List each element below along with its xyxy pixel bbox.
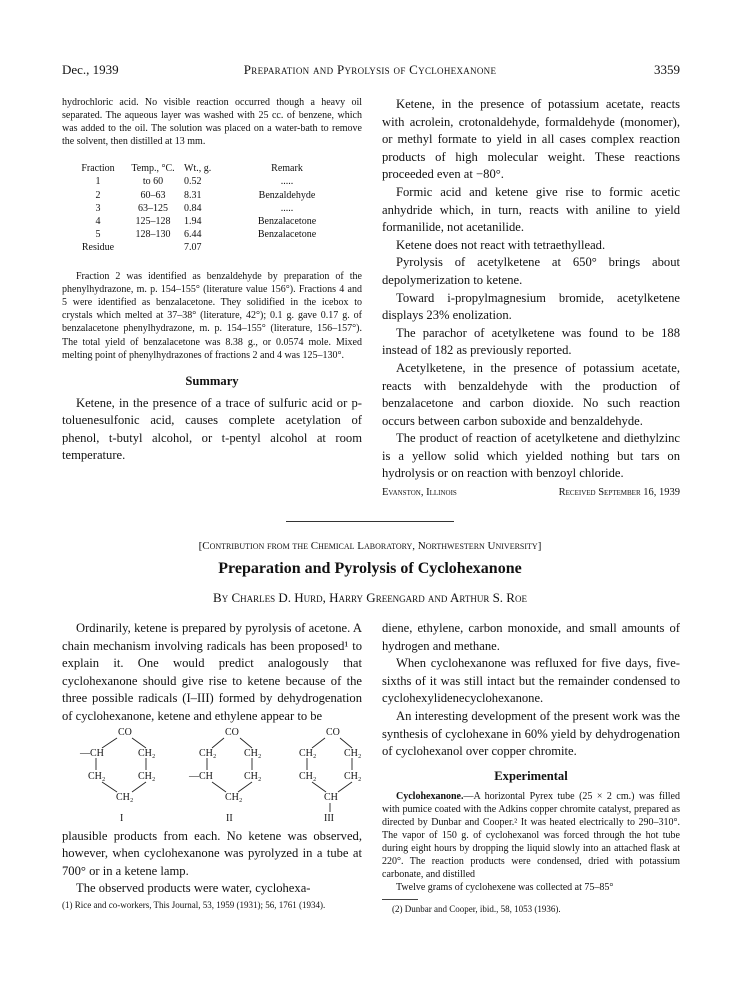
header-weight: Wt., g. <box>184 163 212 175</box>
structure-2-ch2: CH₂ <box>244 770 262 782</box>
structure-2-ch2: CH₂ <box>244 747 262 759</box>
cell-weight: 0.52 <box>184 176 202 188</box>
experimental-paragraph <box>382 790 680 882</box>
running-title: Preparation and Pyrolysis of Cyclohexanone <box>243 62 497 77</box>
structure-1-ch2: CH₂ <box>116 791 134 803</box>
cell-temp: 128–130 <box>135 228 171 240</box>
structure-1-co: CO <box>118 726 132 738</box>
page-number: 3359 <box>654 62 680 77</box>
experimental-heading: Experimental <box>494 768 568 783</box>
structure-2-ch2: CH₂ <box>225 791 243 803</box>
conclusion-paragraph: The parachor of acetylketene was found to be 188 instead of 182 as previously reported. <box>382 325 680 358</box>
structure-3-ch: CH <box>324 791 338 803</box>
table-row <box>74 189 346 202</box>
structure-3-ch2: CH₂ <box>344 747 362 759</box>
table-header-row <box>74 162 346 175</box>
observed-paragraph: The observed products were water, cyclohexa- <box>76 881 311 896</box>
products-continued-paragraph: diene, ethylene, carbon monoxide, and small amounts of hydrogen and methane. <box>382 621 680 653</box>
experimental-paragraph-2: Twelve grams of cyclohexene was collected at 75–85° <box>396 882 614 894</box>
right-top-column <box>382 96 680 503</box>
table-row <box>74 215 346 228</box>
cell-weight: 7.07 <box>184 241 202 253</box>
structure-2-co: CO <box>225 726 239 738</box>
conclusion-paragraph: Acetylketene, in the presence of potassium acetate, reacts with benzaldehyde with the production of benzalacetone and carbon dioxide. No such reaction occurs between carbon suboxide and benzaldehyde. <box>382 360 680 428</box>
summary-heading: Summary <box>185 373 239 388</box>
table-row <box>74 202 346 215</box>
cell-fraction: 5 <box>95 228 101 240</box>
cell-fraction: 2 <box>95 189 101 201</box>
products-paragraph: plausible products from each. No ketene was observed, however, when cyclohexanone was pyrolyzed in a tube at 700° or in a ketene lamp. <box>62 828 362 878</box>
footnote-rule <box>382 899 418 900</box>
conclusion-paragraph: Ketene does not react with tetraethyllead. <box>396 237 606 252</box>
cell-weight: 8.31 <box>184 189 202 201</box>
cell-remark: Benzalacetone <box>257 215 317 227</box>
cell-fraction: 1 <box>95 176 101 188</box>
header-date: Dec., 1939 <box>62 62 119 77</box>
cell-weight: 1.94 <box>184 215 202 227</box>
cell-temp: to 60 <box>142 176 164 188</box>
development-paragraph: An interesting development of the present work was the synthesis of cyclohexane in 60% yield by dehydrogenation of cyclohexanol over copper chromite. <box>382 708 680 759</box>
table-row <box>74 175 346 188</box>
intro-paragraph: hydrochloric acid. No visible reaction occurred though a heavy oil separated. The aqueous layer was washed with 25 cc. of benzene, which was added to the oil. The solution was placed on a water-bath to remove the solvent, then distilled at 13 mm. <box>62 97 362 148</box>
cell-fraction: Residue <box>81 241 115 253</box>
radical-structures <box>62 726 362 826</box>
cell-temp: 63–125 <box>138 202 168 214</box>
summary-paragraph: Ketene, in the presence of a trace of sulfuric acid or p-toluenesulfonic acid, causes complete acetylation of phenol, t-butyl alcohol, or t-pentyl alcohol at room temperature. <box>62 395 362 463</box>
cell-fraction: 4 <box>95 215 101 227</box>
cell-weight: 0.84 <box>184 202 202 214</box>
structure-1-ch: —CH <box>80 747 104 759</box>
cell-remark: Benzalacetone <box>257 228 317 240</box>
cell-fraction: 3 <box>95 202 101 214</box>
structure-label-3: III <box>324 812 334 824</box>
structure-1-ch2: CH₂ <box>138 770 156 782</box>
conclusion-paragraph: Formic acid and ketene give rise to formic acetic anhydride which, in turn, reacts with aniline to yield formanilide, not acetanilide. <box>382 184 680 235</box>
right-bottom-column <box>382 620 680 915</box>
cell-temp: 125–128 <box>135 215 171 227</box>
location: Evanston, Illinois <box>382 487 457 499</box>
separator-rule <box>286 521 454 522</box>
fraction-table <box>74 162 346 254</box>
cell-remark: Benzaldehyde <box>258 189 316 201</box>
structure-3-ch2: CH₂ <box>299 747 317 759</box>
footnote-2: (2) Dunbar and Cooper, ibid., 58, 1053 (1936). <box>392 903 561 914</box>
fraction-paragraph: Fraction 2 was identified as benzaldehyde by preparation of the phenylhydrazone, m. p. 154–155° (literature value 156°). Fractions 4 and 5 were identified as benzalacetone. They solidified in the icebox to crystals which melted at 37–38° (literature, 42°); 0.1 g. gave 0.17 g. of benzalacetone phenylhydrazone, m. p. 154–155° (literature, 156–157°). The total yield of benzalacetone was 8.38 g., or 0.0574 mole. Mixed melting point of phenylhydrazones of fractions 2 and 4 was 125–130°. <box>62 271 362 361</box>
structure-2-ch2: CH₂ <box>199 747 217 759</box>
left-bottom-column <box>62 620 362 911</box>
cell-weight: 6.44 <box>184 228 202 240</box>
received-date: Received September 16, 1939 <box>558 487 680 499</box>
conclusion-paragraph: Ketene, in the presence of potassium acetate, reacts with acrolein, crotonaldehyde, formaldehyde (monomer), or methyl formate to yield in all cases complex reaction products of high molecular weight. These reactions proceeded even at −80°. <box>382 97 680 182</box>
header-temp: Temp., °C. <box>131 163 175 175</box>
signature-line <box>382 485 680 503</box>
structure-3-ch2: CH₂ <box>299 770 317 782</box>
cell-remark: ..... <box>280 202 294 214</box>
left-top-column <box>62 96 362 465</box>
contribution-line <box>0 540 740 552</box>
contribution-text: [Contribution from the Chemical Laboratory, Northwestern University] <box>198 540 542 552</box>
reflux-paragraph: When cyclohexanone was refluxed for five days, five-sixths of it was still intact but the remainder condensed to cyclohexylidenecyclohexanone. <box>382 656 680 706</box>
structure-1-ch2: CH₂ <box>88 770 106 782</box>
structure-3-co: CO <box>326 726 340 738</box>
header-fraction: Fraction <box>81 163 115 175</box>
structure-label-2: II <box>226 812 233 824</box>
intro-paragraph-2: Ordinarily, ketene is prepared by pyrolysis of acetone. A chain mechanism involving radicals has been proposed¹ to explain it. One would predict analogously that cyclohexanone should give rise to ketene because of the three possible radicals (I–III) formed by dehydrogenation of cyclohexanone, ketene and ethylene appear to be <box>62 621 362 723</box>
article-authors: By Charles D. Hurd, Harry Greengard and Arthur S. Roe <box>213 590 527 605</box>
run-in-heading: Cyclohexanone. <box>396 790 464 802</box>
structure-1-ch2: CH₂ <box>138 747 156 759</box>
cell-temp <box>122 241 184 254</box>
table-row <box>74 228 346 241</box>
structure-3-ch2: CH₂ <box>344 770 362 782</box>
article-title: Preparation and Pyrolysis of Cyclohexanone <box>218 560 522 577</box>
cell-remark: ..... <box>280 176 294 188</box>
structure-label-1: I <box>120 812 124 824</box>
cell-temp: 60–63 <box>140 189 166 201</box>
cell-remark <box>228 241 346 254</box>
conclusion-paragraph: Toward i-propylmagnesium bromide, acetylketene displays 23% enolization. <box>382 290 680 323</box>
conclusion-paragraph: The product of reaction of acetylketene and diethylzinc is a yellow solid which yielded nothing but tars on hydrolysis or on reaction with benzoyl chloride. <box>382 431 680 481</box>
footnote-1: (1) Rice and co-workers, This Journal, 53, 1959 (1931); 56, 1761 (1934). <box>62 899 326 910</box>
header-remark: Remark <box>271 163 303 175</box>
table-row <box>74 241 346 254</box>
experimental-text: —A horizontal Pyrex tube (25 × 2 cm.) was filled with pumice coated with the Adkins copper chromite catalyst, prepared as directed by Dunbar and Cooper.² It was heated electrically to 290–310°. The vapor of 150 g. of cyclohexanol was forced through the hot tube during eight hours by dropping the liquid slowly into an attached flask at 220°. The reaction products were condensed, dried with potassium carbonate, and distilled <box>382 790 680 881</box>
structure-2-ch: —CH <box>189 770 213 782</box>
conclusion-paragraph: Pyrolysis of acetylketene at 650° brings about depolymerization to ketene. <box>382 255 680 287</box>
